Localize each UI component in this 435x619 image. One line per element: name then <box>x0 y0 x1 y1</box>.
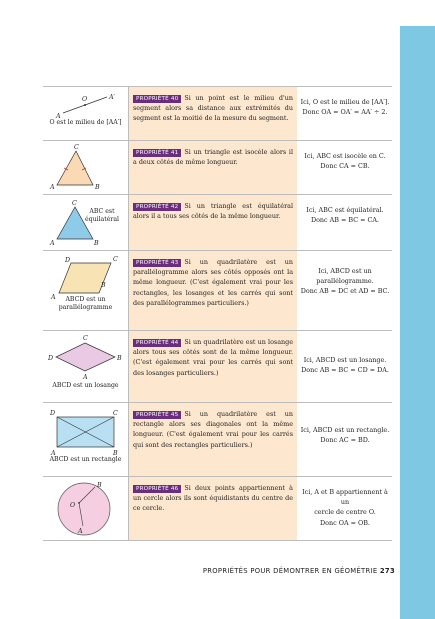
property-text-cell <box>129 195 297 251</box>
figure-caption: O est le milieu de [AA′] <box>49 119 122 126</box>
label-B: B <box>94 240 99 247</box>
property-badge: PROPRIÉTÉ 40 <box>133 95 181 103</box>
label-A: A <box>56 113 61 120</box>
label-A: A <box>50 184 55 191</box>
property-row-42 <box>43 194 392 251</box>
example-line: Donc AC = BD. <box>320 436 370 445</box>
example-cell <box>298 331 392 403</box>
property-statement: Si un triangle est isocèle alors il a deux côtés de même longueur. <box>133 148 293 167</box>
example-line: Ici, ABCD est un losange. <box>303 356 387 364</box>
example-line: Ici, ABCD est un rectangle. <box>300 426 390 434</box>
label-C: C <box>74 144 79 151</box>
label-C: C <box>83 335 88 342</box>
example-cell <box>298 403 392 477</box>
property-text-cell <box>129 403 297 477</box>
figure-cell-44 <box>43 331 129 403</box>
property-row-44 <box>43 330 392 403</box>
figure-caption: ABCD est un rectangle <box>49 456 122 463</box>
label-D: D <box>65 257 71 264</box>
property-text-cell <box>129 141 297 195</box>
rhombus-figure <box>43 331 128 403</box>
example-line: Ici, A et B appartiennent à un <box>302 488 388 507</box>
label-D: D <box>48 355 54 362</box>
example-cell <box>298 87 392 141</box>
equilateral-triangle-figure <box>43 195 128 251</box>
property-statement: Si un quadrilatère est un rectangle alors ses diagonales ont la même longueur. (C'est également vrai pour les carrés qui sont des rectangles particuliers.) <box>133 410 293 449</box>
example-cell <box>298 195 392 251</box>
circle-figure <box>43 477 128 541</box>
label-D: D <box>50 410 56 417</box>
property-text-cell <box>129 477 297 541</box>
example-line: Donc CA = CB. <box>320 162 370 171</box>
example-cell <box>298 477 392 541</box>
label-B: B <box>117 355 122 362</box>
example-line: Donc AB = BC = CD = DA. <box>301 366 389 375</box>
example-line: Donc OA = OA′ = AA′ ÷ 2. <box>302 108 388 117</box>
label-C: C <box>72 200 77 207</box>
example-line: Ici, ABCD est un <box>318 267 372 275</box>
property-badge: PROPRIÉTÉ 43 <box>133 259 181 267</box>
property-text-cell <box>129 251 297 331</box>
parallelogram-figure <box>43 251 128 331</box>
label-A: A <box>83 374 88 381</box>
example-line: cercle de centre O. <box>314 508 376 517</box>
property-row-45 <box>43 402 392 477</box>
page-footer <box>190 567 395 575</box>
property-row-43 <box>43 250 392 331</box>
property-badge: PROPRIÉTÉ 46 <box>133 485 181 493</box>
label-O: O <box>70 502 76 509</box>
figure-cell-46 <box>43 477 129 541</box>
property-row-40 <box>43 86 392 141</box>
property-row-46 <box>43 476 392 541</box>
label-A: A <box>51 450 56 457</box>
label-C: C <box>113 410 118 417</box>
figure-cell-41 <box>43 141 129 195</box>
property-row-41 <box>43 140 392 195</box>
property-text-cell <box>129 331 297 403</box>
figure-caption: ABCD est un losange <box>52 382 119 389</box>
property-badge: PROPRIÉTÉ 45 <box>133 411 181 419</box>
example-cell <box>298 251 392 331</box>
label-B: B <box>95 184 100 191</box>
figure-caption: ABC est équilatéral <box>84 208 120 223</box>
property-statement: Si deux points appartiennent à un cercle alors ils sont équidistants du centre de ce cercle. <box>133 484 293 513</box>
figure-cell-43 <box>43 251 129 331</box>
figure-cell-40 <box>43 87 129 141</box>
label-A-prime: A′ <box>109 94 115 101</box>
label-O: O <box>82 96 88 103</box>
example-line: Donc AB = DC et AD = BC. <box>300 287 390 296</box>
property-badge: PROPRIÉTÉ 44 <box>133 339 181 347</box>
label-A: A <box>78 528 83 535</box>
isosceles-triangle-figure <box>43 141 128 195</box>
label-A: A <box>50 240 55 247</box>
rectangle-figure <box>43 403 128 477</box>
property-statement: Si un quadrilatère est un losange alors tous ses côtés sont de la même longueur. (C'est également vrai pour les carrés qui sont des losanges particuliers.) <box>133 338 293 377</box>
label-C: C <box>113 256 118 263</box>
figure-cell-42 <box>43 195 129 251</box>
property-badge: PROPRIÉTÉ 42 <box>133 203 181 211</box>
segment-midpoint-figure <box>43 87 128 141</box>
property-statement: Si un triangle est équilatéral alors il a tous ses côtés de la même longueur. <box>133 202 293 221</box>
label-A: A <box>51 294 56 301</box>
example-line: Ici, ABC est équilatéral. <box>306 206 384 214</box>
chapter-side-tab <box>400 26 435 619</box>
property-statement: Si un quadrilatère est un parallélogramme alors ses côtés opposés ont la même longueur. (C'est également vrai pour les rectangles, les losanges et les carrés qui sont des parallélogrammes particuliers.) <box>133 258 293 307</box>
label-B: B <box>97 482 102 489</box>
figure-caption: ABCD est un parallélogramme <box>58 296 113 311</box>
figure-cell-45 <box>43 403 129 477</box>
example-line: Ici, ABC est isocèle en C. <box>304 152 386 160</box>
footer-title: PROPRIÉTÉS POUR DÉMONTRER EN GÉOMÉTRIE <box>202 567 378 575</box>
example-line: Donc OA = OB. <box>320 518 370 527</box>
page-number: 273 <box>379 567 395 575</box>
example-line: parallélogramme. <box>316 277 374 286</box>
example-line: Donc AB = BC = CA. <box>310 216 380 225</box>
example-cell <box>298 141 392 195</box>
property-badge: PROPRIÉTÉ 41 <box>133 149 181 157</box>
label-B: B <box>113 450 118 457</box>
property-text-cell <box>129 87 297 141</box>
property-statement: Si un point est le milieu d'un segment alors sa distance aux extrémités du segment est la moitié de la mesure du segment. <box>133 94 293 123</box>
example-line: Ici, O est le milieu de [AA′]. <box>300 98 390 106</box>
label-B: B <box>101 282 106 289</box>
table-bottom-border <box>43 540 392 541</box>
